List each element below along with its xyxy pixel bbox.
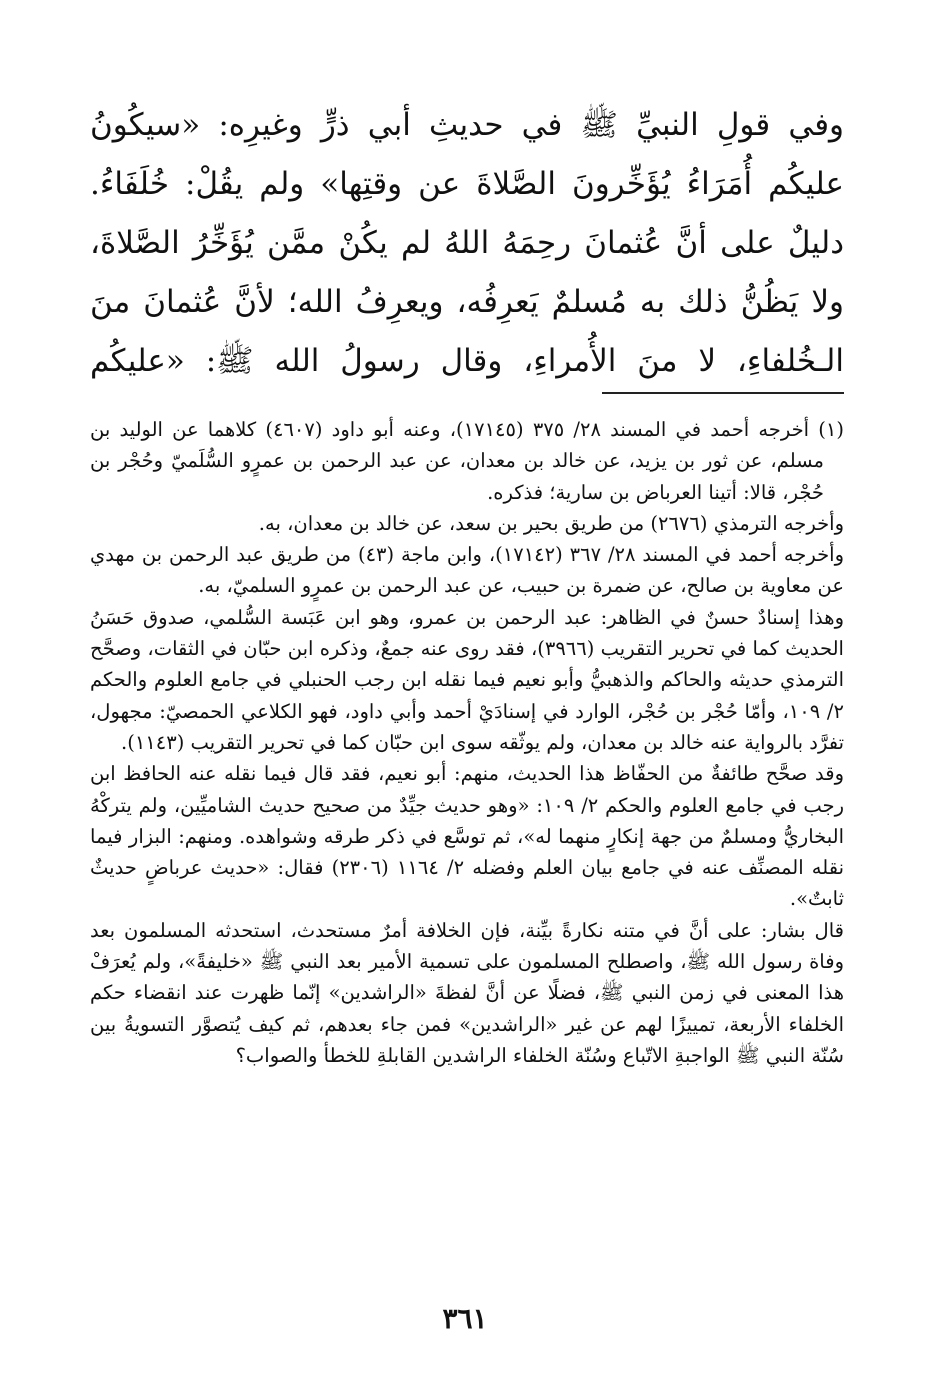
footnote-paragraph: وأخرجه أحمد في المسند ٢٨/ ٣٦٧ (١٧١٤٢)، وابن ماجة (٤٣) من طريق عبد الرحمن بن مهدي عن معاوية بن صالح، عن ضمرة بن حبيب، عن عبد الرحمن بن عمرٍو السلميّ، به. (90, 543, 844, 598)
footnote-paragraph: (١) أخرجه أحمد في المسند ٢٨/ ٣٧٥ (١٧١٤٥)، وعنه أبو داود (٤٦٠٧) كلاهما عن الوليد بن مسلم، عن ثور بن يزيد، عن خالد بن معدان، عن عبد الرحمن بن عمرٍو السُّلَميّ وحُجْر بن حُجْر، قالا: أتينا العرباض بن سارية؛ فذكره. (90, 418, 844, 504)
footnote-paragraph: قال بشار: على أنَّ في متنه نكارةً بيِّنة، فإن الخلافة أمرٌ مستحدث، استحدثه المسلمون بعد وفاة رسول الله ﷺ، واصطلح المسلمون على تسمية الأمير بعد النبي ﷺ «خليفةً»، ولم يُعرَفْ هذا المعنى في زمن النبي ﷺ، فضلًا عن أنَّ لفظةَ «الراشدين» إنّما ظهرت عند انقضاء حكم الخلفاء الأربعة، تمييزًا لهم عن غير «الراشدين» فمن جاء بعدهم، ثم كيف يُتصوَّر التسويةُ بين سُنّة النبي ﷺ الواجبةِ الاتّباع وسُنّة الخلفاء الراشدين القابلةِ للخطأ والصواب؟ (90, 918, 844, 1067)
footnotes-section (90, 414, 844, 1071)
footnote-paragraph: وهذا إسنادٌ حسنٌ في الظاهر: عبد الرحمن بن عمرو، وهو ابن عَبَسة السُّلمي، صدوق حَسَنُ الحديث كما في تحرير التقريب (٣٩٦٦)، فقد روى عنه جمعٌ، وذكره ابن حبّان في الثقات، وصحَّح الترمذي حديثه والحاكم والذهبيُّ وأبو نعيم فيما نقله ابن رجب الحنبلي في جامع العلوم والحكم ٢/ ١٠٩، وأمّا حُجْر بن حُجْر، الوارد في إسنادَيْ أحمد وأبي داود، فهو الكلاعي الحمصيّ: مجهول، تفرَّد بالرواية عنه خالد بن معدان، ولم يوثّقه سوى ابن حبّان كما في تحرير التقريب (١١٤٣). (90, 605, 844, 754)
footnote-paragraph: وقد صحَّح طائفةٌ من الحفّاظ هذا الحديث، منهم: أبو نعيم، فقد قال فيما نقله عنه الحافظ ابن رجب في جامع العلوم والحكم ٢/ ١٠٩: «وهو حديث جيِّدٌ من صحيح حديث الشاميِّين، ولم يتركْهُ البخاريُّ ومسلمٌ من جهة إنكارٍ منهما له»، ثم توسَّع في ذكر طرقه وشواهده. ومنهم: البزار فيما نقله المصنِّف عنه في جامع بيان العلم وفضله ٢/ ١١٦٤ (٢٣٠٦) فقال: «حديث عرباضٍ حديثٌ ثابتٌ». (90, 762, 844, 911)
main-body-text (90, 96, 844, 396)
page-number: ٣٦١ (442, 1302, 488, 1335)
footnote-paragraph: وأخرجه الترمذي (٢٦٧٦) من طريق بحير بن سعد، عن خالد بن معدان، به. (258, 511, 844, 535)
main-text-body: وفي قولِ النبيِّ ﷺ في حديثِ أبي ذرٍّ وغيرِه: «سيكُونُ عليكُم أُمَرَاءُ يُؤَخِّرونَ الصَّلاةَ عن وقتِها» ولم يقُلْ: خُلَفَاءُ. دليلٌ على أنَّ عُثمانَ رحِمَهُ اللهُ لم يكُنْ ممَّن يُؤَخِّرُ الصَّلاةَ، ولا يَظُنُّ ذلك به مُسلمٌ يَعرِفُه، ويعرِفُ الله؛ لأنَّ عُثمانَ منَ الـخُلفاءِ، لا منَ الأُمراءِ، وقال رسولُ الله ﷺ: «عليكُم (90, 107, 844, 379)
footnote-separator (602, 392, 844, 394)
